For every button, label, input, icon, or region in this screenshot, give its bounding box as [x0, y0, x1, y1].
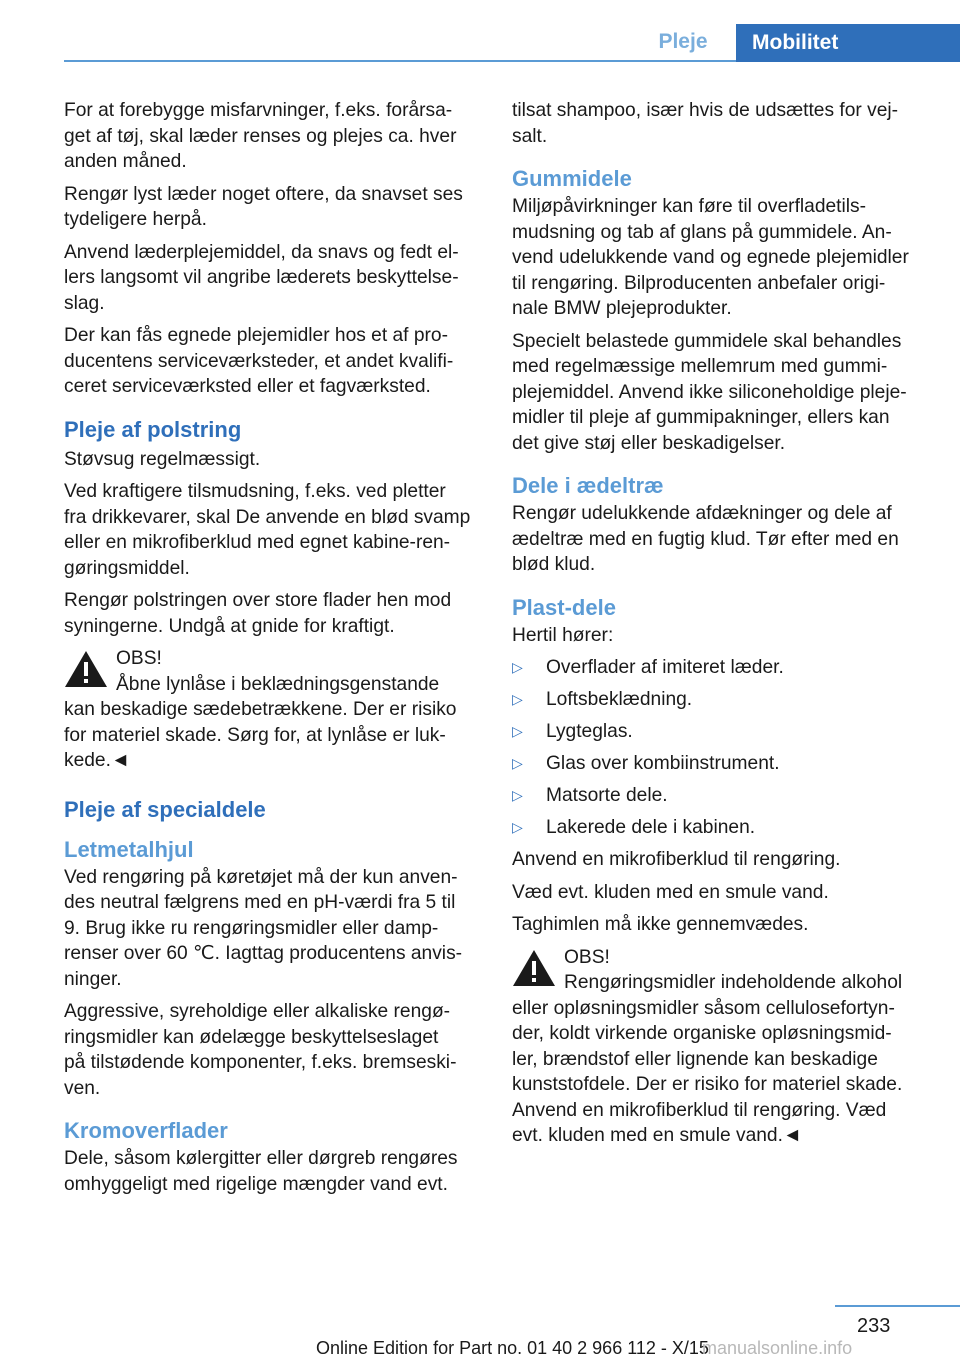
warning-triangle-icon	[512, 949, 556, 987]
page-number: 233	[857, 1315, 891, 1337]
watermark: manualsonline.info	[702, 1338, 853, 1358]
left-column	[64, 98, 482, 1204]
list-item: ▷ Matsorte dele.	[512, 783, 930, 809]
list-item: ▷ Glas over kombiinstrument.	[512, 751, 930, 777]
edition-footer: Online Edition for Part no. 01 40 2 966 112 - X/15	[316, 1338, 709, 1358]
triangle-bullet-icon: ▷	[512, 723, 523, 739]
paragraph: Rengør lyst læder noget oftere, da snavset ses tydeligere herpå.	[64, 183, 463, 230]
list-item: ▷ Overflader af imiteret læder.	[512, 655, 930, 681]
triangle-bullet-icon: ▷	[512, 819, 523, 835]
heading-plast-dele: Plast-dele	[512, 594, 616, 620]
heading-pleje-af-specialdele: Pleje af specialdele	[64, 796, 266, 822]
paragraph: Der kan fås egnede plejemidler hos et af pro- ducentens serviceværksteder, et andet kvalifi- ceret serviceværksted eller et fagværksted.	[64, 325, 454, 397]
paragraph: Specielt belastede gummidele skal behandles med regelmæssige mellemrum med gummi- plejemiddel. Anvend ikke siliconeholdige pleje- midler til pleje af gummipakninger, ellers kan det give støj eller beskadigelser.	[512, 330, 907, 454]
warning-text: OBS! Åbne lynlåse i beklædningsgenstande kan beskadige sædebetrækkene. Der er risiko for materiel skade. Sørg for, at lynlåse er luk- kede.◄	[64, 646, 482, 774]
warning-text: OBS! Rengøringsmidler indeholdende alkohol eller opløsningsmidler såsom cellulosefortyn- der, koldt virkende organiske opløsningsmid- ler, brændstof eller lignende kan beskadige kunststofdele. Der er risiko for materiel skade. Anvend en mikrofiberklud til rengøring. Væd evt. kluden med en smule vand.◄	[512, 945, 930, 1149]
warning-triangle-icon	[64, 650, 108, 688]
heading-kromoverflader: Kromoverflader	[64, 1118, 228, 1143]
paragraph: Miljøpåvirkninger kan føre til overfladetils- mudsning og tab af glans på gummidele. An- vend udelukkende vand og egnede plejemidler til rengøring. Bilproducenten anbefaler origi- nale BMW plejeprodukter.	[512, 196, 909, 319]
paragraph: For at forebygge misfarvninger, f.eks. forårsa- get af tøj, skal læder renses og plejes ca. hver anden måned.	[64, 100, 457, 172]
paragraph: Taghimlen må ikke gennemvædes.	[512, 914, 809, 935]
heading-dele-i-aedeltrae: Dele i ædeltræ	[512, 473, 664, 498]
warning-title: OBS!	[564, 946, 610, 968]
bullet-list	[512, 655, 930, 841]
footer-rule	[835, 1305, 960, 1307]
list-item: ▷ Lakerede dele i kabinen.	[512, 815, 930, 841]
list-item: ▷ Lygteglas.	[512, 719, 930, 745]
paragraph: Støvsug regelmæssigt.	[64, 448, 261, 470]
warning-box	[64, 646, 482, 774]
triangle-bullet-icon: ▷	[512, 659, 523, 675]
heading-pleje-af-polstring: Pleje af polstring	[64, 416, 242, 442]
warning-title: OBS!	[116, 648, 162, 669]
right-column	[512, 98, 930, 1156]
paragraph: tilsat shampoo, især hvis de udsættes for vej- salt.	[512, 100, 899, 147]
list-item: ▷ Loftsbeklædning.	[512, 687, 930, 713]
heading-letmetalhjul: Letmetalhjul	[64, 836, 194, 862]
paragraph: Væd evt. kluden med en smule vand.	[512, 881, 829, 903]
paragraph: Anvend læderplejemiddel, da snavs og fedt el- lers langsomt vil angribe læderets beskyttelse- slag.	[64, 241, 459, 314]
paragraph: Anvend en mikrofiberklud til rengøring.	[512, 849, 841, 870]
triangle-bullet-icon: ▷	[512, 691, 523, 707]
paragraph: Ved kraftigere tilsmudsning, f.eks. ved pletter fra drikkevarer, skal De anvende en blød svamp eller en mikrofiberklud med egnet kabine-ren- gøringsmiddel.	[64, 481, 471, 579]
section-tab-pleje[interactable]: Pleje	[658, 30, 708, 53]
paragraph: Rengør polstringen over store flader hen mod syningerne. Undgå at gnide for kraftigt.	[64, 590, 452, 637]
paragraph: Rengør udelukkende afdækninger og dele af ædeltræ med en fugtig klud. Tør efter med en blød klud.	[512, 503, 899, 575]
warning-box	[512, 945, 930, 1149]
paragraph: Dele, såsom kølergitter eller dørgreb rengøres omhyggeligt med rigelige mængder vand evt.	[64, 1148, 458, 1195]
paragraph: Aggressive, syreholdige eller alkaliske rengø- ringsmidler kan ødelægge beskyttelseslaget på tilstødende komponenter, f.eks. bremseski- ven.	[64, 1001, 457, 1099]
paragraph: Hertil hører:	[512, 624, 614, 646]
section-tab-mobilitet[interactable]: Mobilitet	[736, 24, 960, 62]
triangle-bullet-icon: ▷	[512, 755, 523, 771]
triangle-bullet-icon: ▷	[512, 787, 523, 803]
paragraph: Ved rengøring på køretøjet må der kun anven- des neutral fælgrens med en pH-værdi fra 5 til 9. Brug ikke ru rengøringsmidler eller damp- renser over 60 ℃. Iagttag producentens anvis- ninger.	[64, 866, 463, 990]
heading-gummidele: Gummidele	[512, 166, 632, 191]
